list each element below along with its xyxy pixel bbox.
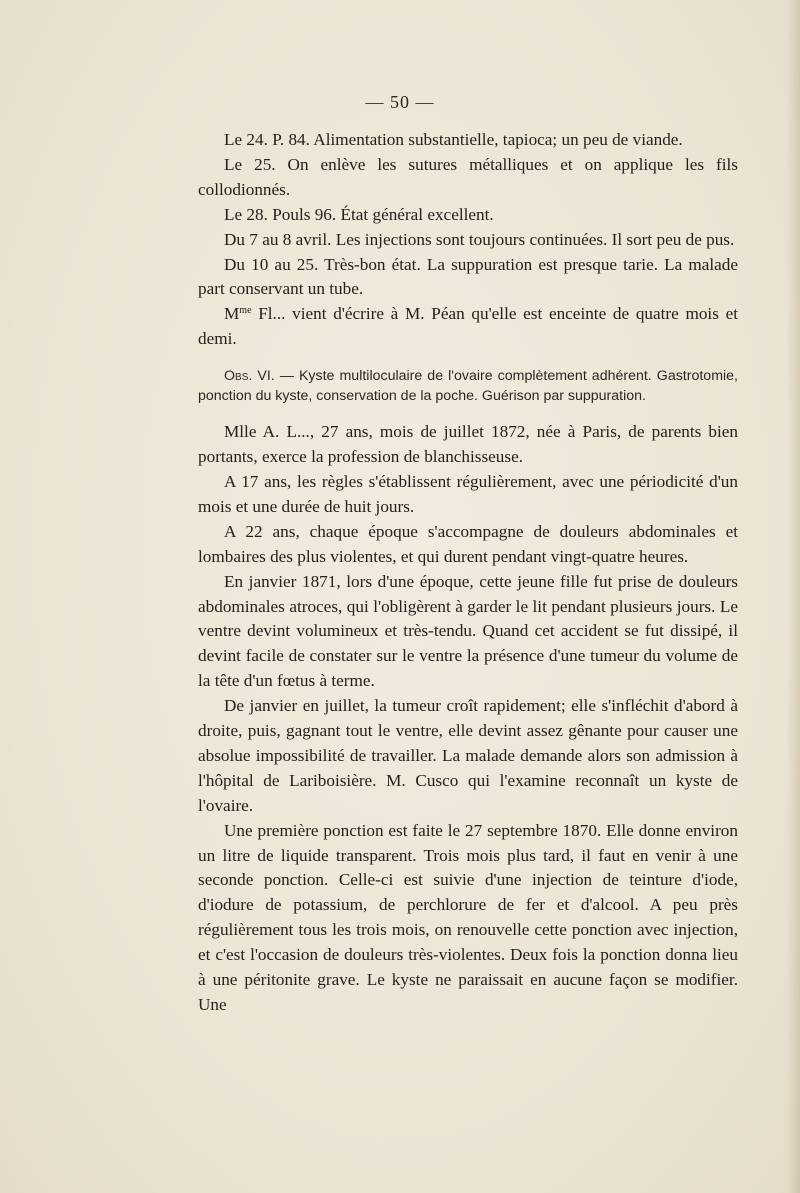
paragraph-day-24: Le 24. P. 84. Alimentation substantielle, tapioca; un peu de viande. <box>224 130 683 149</box>
observation-heading <box>198 366 738 406</box>
paragraph-10-to-25: Du 10 au 25. Très-bon état. La suppuration est presque tarie. La malade part conservant un tube. <box>198 254 738 299</box>
body-text <box>198 128 738 1018</box>
paragraph-mme-fl <box>198 302 738 352</box>
paragraph-age-17: A 17 ans, les règles s'établissent régulièrement, avec une périodicité d'un mois et une durée de huit jours. <box>198 471 738 516</box>
mme-prefix: M <box>224 304 240 324</box>
page-number: — 50 — <box>365 92 435 112</box>
mme-rest: Fl... vient d'écrire à M. Péan qu'elle est enceinte de quatre mois et demi. <box>198 304 738 349</box>
page-edge-shadow <box>786 0 800 1193</box>
observation-label: Obs <box>224 368 249 385</box>
mme-superscript: me <box>239 305 252 317</box>
paragraph-age-22: A 22 ans, chaque époque s'accompagne de douleurs abdominales et lombaires des plus violentes, et qui durent pendant vingt-quatre heures. <box>198 521 738 566</box>
paragraph-day-25: Le 25. On enlève les sutures métalliques et on applique les fils collodionnés. <box>198 154 738 199</box>
observation-text: . VI. — Kyste multiloculaire de l'ovaire complètement adhérent. Gastrotomie, ponction du kyste, conservation de la poche. Guérison par suppuration. <box>198 368 738 405</box>
paragraph-january-1871: En janvier 1871, lors d'une époque, cette jeune fille fut prise de douleurs abdominales atroces, qui l'obligèrent à garder le lit pendant plusieurs jours. Le ventre devint volumineux et très-tendu. Quand cet accident se fut dissipé, il devint facile de constater sur le ventre la présence d'une tumeur du volume de la tête d'un fœtus à terme. <box>198 571 738 691</box>
paragraph-first-puncture: Une première ponction est faite le 27 septembre 1870. Elle donne environ un litre de liquide transparent. Trois mois plus tard, il faut en venir à une seconde ponction. Celle-ci est suivie d'une injection de teinture d'iode, d'iodure de potassium, de perchlorure de fer et d'alcool. A peu près régulièrement tous les trois mois, on renouvelle cette ponction avec injection, et c'est l'occasion de douleurs très-violentes. Deux fois la ponction donna lieu à une péritonite grave. Le kyste ne paraissait en aucune façon se modifier. Une <box>198 820 738 1014</box>
paragraph-april-7-8: Du 7 au 8 avril. Les injections sont toujours continuées. Il sort peu de pus. <box>224 229 735 249</box>
paragraph-day-28: Le 28. Pouls 96. État général excellent. <box>224 204 494 224</box>
paragraph-january-july: De janvier en juillet, la tumeur croît rapidement; elle s'infléchit d'abord à droite, puis, gagnant tout le ventre, elle devint assez gênante pour causer une absolue impossibilité de travailler. La malade demande alors son admission à l'hôpital de Lariboisière. M. Cusco qui l'examine reconnaît un kyste de l'ovaire. <box>198 696 738 815</box>
paragraph-patient-intro: Mlle A. L..., 27 ans, mois de juillet 1872, née à Paris, de parents bien portants, exerce la profession de blanchisseuse. <box>198 422 738 467</box>
